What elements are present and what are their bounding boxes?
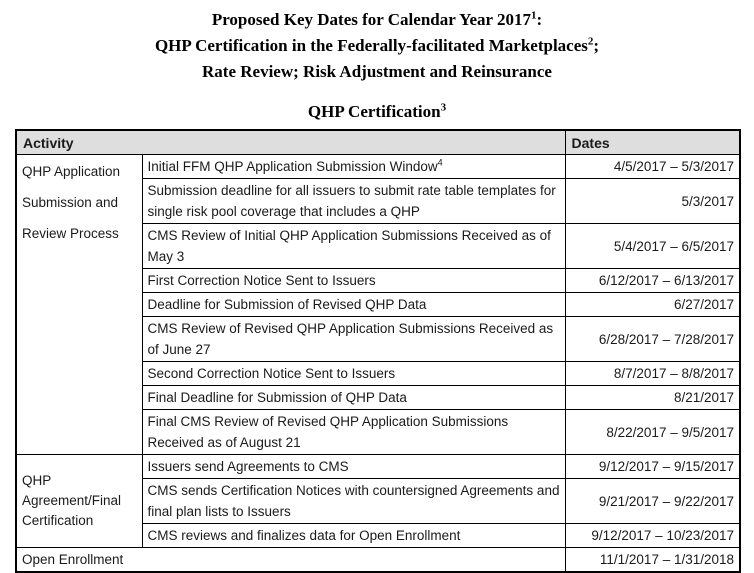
table-row bbox=[16, 455, 740, 479]
row-description: CMS sends Certification Notices with countersigned Agreements and final plan lists to Issuers bbox=[142, 479, 565, 524]
row-description: CMS Review of Initial QHP Application Submissions Received as of May 3 bbox=[142, 224, 565, 269]
activity-line: Submission and bbox=[22, 195, 119, 210]
open-enrollment-row bbox=[16, 548, 740, 573]
table-row bbox=[16, 155, 740, 179]
row-dates: 6/27/2017 bbox=[565, 293, 740, 317]
table-header-row bbox=[16, 130, 740, 155]
row-dates: 8/22/2017 – 9/5/2017 bbox=[565, 410, 740, 455]
row-dates: 6/12/2017 – 6/13/2017 bbox=[565, 269, 740, 293]
table-section-title bbox=[0, 102, 754, 122]
row-dates: 5/4/2017 – 6/5/2017 bbox=[565, 224, 740, 269]
row-description: CMS Review of Revised QHP Application Submissions Received as of June 27 bbox=[142, 317, 565, 362]
footnote-ref-4: 4 bbox=[437, 157, 443, 168]
document-title bbox=[0, 0, 754, 85]
row-dates: 9/12/2017 – 9/15/2017 bbox=[565, 455, 740, 479]
row-dates: 9/21/2017 – 9/22/2017 bbox=[565, 479, 740, 524]
row-description: Deadline for Submission of Revised QHP Data bbox=[142, 293, 565, 317]
activity-group-application-review bbox=[16, 155, 142, 455]
row-dates: 8/21/2017 bbox=[565, 386, 740, 410]
title-line-3-text: Rate Review; Risk Adjustment and Reinsurance bbox=[202, 62, 552, 81]
row-description: First Correction Notice Sent to Issuers bbox=[142, 269, 565, 293]
row-description: Final Deadline for Submission of QHP Data bbox=[142, 386, 565, 410]
title-line-2-text: QHP Certification in the Federally-facilitated Marketplaces bbox=[154, 36, 588, 55]
row-description: Submission deadline for all issuers to submit rate table templates for single risk pool coverage that includes a QHP bbox=[142, 179, 565, 224]
column-header-dates: Dates bbox=[565, 130, 740, 155]
column-header-activity: Activity bbox=[16, 130, 565, 155]
footnote-ref-2: 2 bbox=[587, 35, 594, 48]
row-dates: 6/28/2017 – 7/28/2017 bbox=[565, 317, 740, 362]
title-line-1-text: Proposed Key Dates for Calendar Year 2017 bbox=[211, 10, 532, 29]
row-dates: 4/5/2017 – 5/3/2017 bbox=[565, 155, 740, 179]
title-line-3 bbox=[0, 59, 754, 85]
activity-line: Certification bbox=[22, 513, 94, 528]
row-description: CMS reviews and finalizes data for Open Enrollment bbox=[142, 524, 565, 548]
row-dates: 5/3/2017 bbox=[565, 179, 740, 224]
activity-line: Review Process bbox=[22, 226, 119, 241]
row-dates: 8/7/2017 – 8/8/2017 bbox=[565, 362, 740, 386]
activity-group-agreement-certification bbox=[16, 455, 142, 548]
row-description: Second Correction Notice Sent to Issuers bbox=[142, 362, 565, 386]
open-enrollment-label: Open Enrollment bbox=[16, 548, 565, 573]
open-enrollment-dates: 11/1/2017 – 1/31/2018 bbox=[565, 548, 740, 573]
activity-line: QHP bbox=[22, 473, 52, 488]
title-line-2 bbox=[0, 33, 754, 59]
footnote-ref-3: 3 bbox=[440, 101, 447, 114]
activity-line: Agreement/Final bbox=[22, 493, 122, 508]
row-description bbox=[142, 155, 565, 179]
title-line-2-tail: ; bbox=[593, 36, 600, 55]
title-line-1-tail: : bbox=[536, 10, 543, 29]
row-dates: 9/12/2017 – 10/23/2017 bbox=[565, 524, 740, 548]
key-dates-table bbox=[15, 129, 741, 573]
footnote-ref-1: 1 bbox=[531, 9, 537, 22]
row-description-text: Initial FFM QHP Application Submission Window bbox=[147, 159, 438, 174]
activity-line: QHP Application bbox=[22, 164, 121, 179]
row-description: Issuers send Agreements to CMS bbox=[142, 455, 565, 479]
row-description: Final CMS Review of Revised QHP Application Submissions Received as of August 21 bbox=[142, 410, 565, 455]
title-line-1 bbox=[0, 7, 754, 33]
section-title-text: QHP Certification bbox=[307, 102, 441, 121]
